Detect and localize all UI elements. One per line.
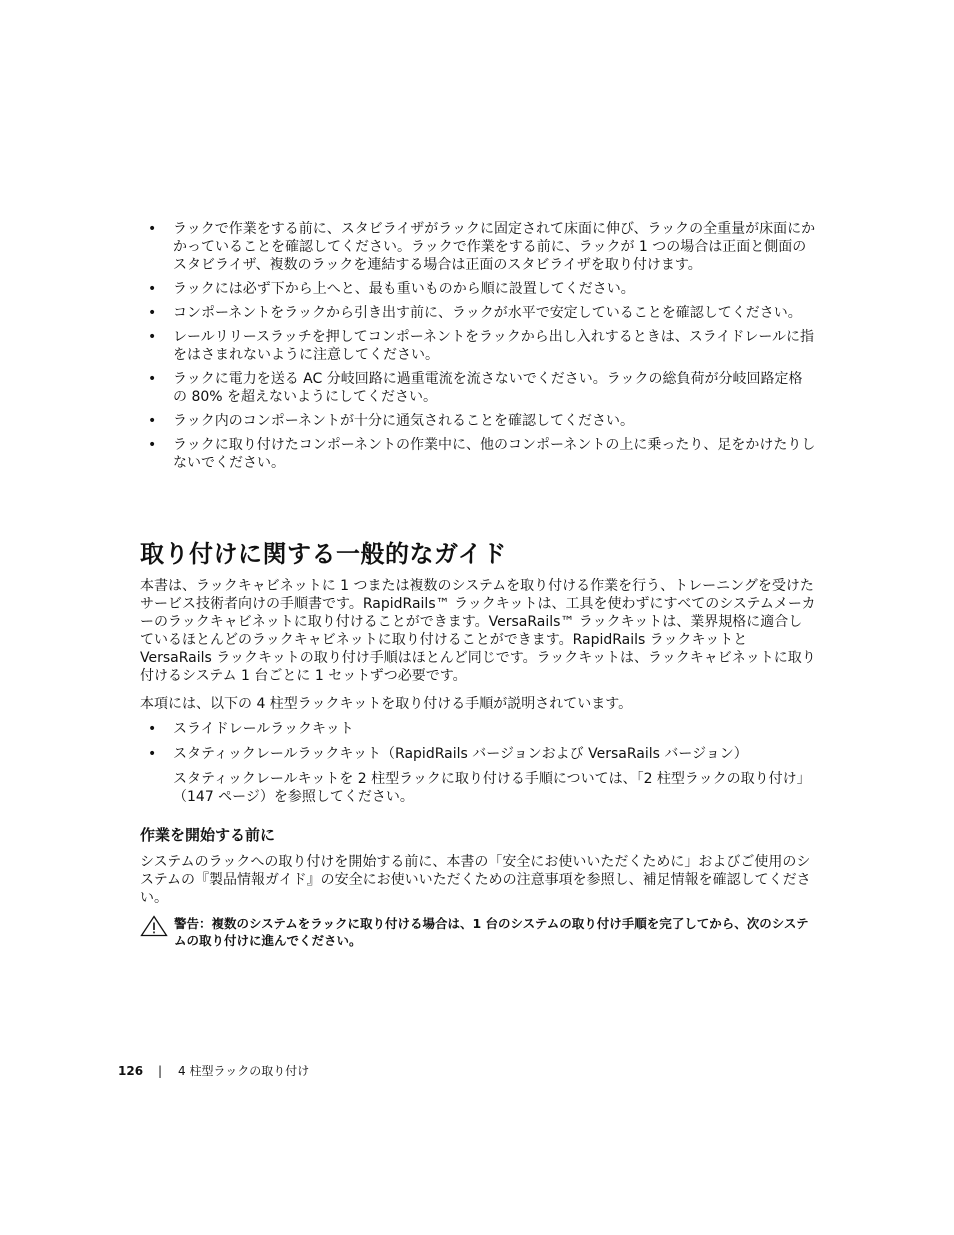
list-item — [148, 328, 816, 364]
list-item — [148, 220, 816, 274]
section-heading: 取り付けに関する一般的なガイド — [140, 540, 507, 568]
warning-triangle-icon — [140, 915, 168, 937]
footer-separator: | — [158, 1064, 163, 1078]
list-item — [148, 412, 816, 430]
page-number: 126 — [118, 1064, 144, 1078]
bullet-text: スタティックレールラックキット（RapidRails バージョンおよび VersaRails バージョン） — [173, 746, 748, 762]
list-item — [148, 720, 816, 738]
section-intro-paragraph: 本書は、ラックキャビネットに 1 つまたは複数のシステムを取り付ける作業を行う、トレーニングを受けたサービス技術者向けの手順書です。RapidRails™ ラックキットは、工具を使わずにすべてのシステムメーカーのラックキャビネットに取り付けることができます。VersaRails™ ラックキットは、業界規格に適合しているほとんどのラックキャビネットに取り付けることができます。RapidRails ラックキットと VersaRails ラックキットの取り付け手順はほとんど同じです。ラックキットは、ラックキャビネットに取り付けるシステム 1 台ごとに 1 セットずつ必要です。 — [140, 578, 816, 684]
subsection-heading: 作業を開始する前に — [140, 826, 276, 844]
subsection-paragraph: システムのラックへの取り付けを開始する前に、本書の「安全にお使いいただくために」およびご使用のシステムの『製品情報ガイド』の安全にお使いいただくための注意事項を参照し、補足情報を確認してください。 — [140, 854, 811, 906]
bullet-symbol: • — [148, 746, 157, 762]
list-item — [148, 436, 816, 472]
warning-text: 警告：複数のシステムをラックに取り付ける場合は、1 台のシステムの取り付け手順を完了してから、次のシステムの取り付けに進んでください。 — [174, 916, 809, 948]
list-item — [148, 370, 816, 406]
section-scope-paragraph: 本項には、以下の 4 柱型ラックキットを取り付ける手順が説明されています。 — [140, 696, 633, 712]
bullet-symbol: • — [148, 221, 157, 237]
safety-bullet-list — [148, 220, 816, 478]
bullet-symbol: • — [148, 437, 157, 453]
bullet-text: ラックに取り付けたコンポーネントの作業中に、他のコンポーネントの上に乗ったり、足をかけたりしないでください。 — [173, 437, 816, 471]
bullet-symbol: • — [148, 281, 157, 297]
bullet-symbol: • — [148, 305, 157, 321]
kit-note: スタティックレールキットを 2 柱型ラックに取り付ける手順については、「2 柱型ラックの取り付け」（147 ページ）を参照してください。 — [173, 771, 811, 805]
bullet-text: ラックに電力を送る AC 分岐回路に過重電流を流さないでください。ラックの総負荷が分岐回路定格の 80% を超えないようにしてください。 — [173, 371, 803, 405]
list-item — [148, 304, 816, 322]
bullet-text: ラック内のコンポーネントが十分に通気されることを確認してください。 — [173, 413, 635, 429]
list-item — [148, 280, 816, 298]
bullet-symbol: • — [148, 329, 157, 345]
bullet-text: コンポーネントをラックから引き出す前に、ラックが水平で安定していることを確認してください。 — [173, 305, 802, 321]
list-item — [148, 745, 816, 763]
bullet-text: スライドレールラックキット — [173, 721, 354, 737]
bullet-text: ラックには必ず下から上へと、最も重いものから順に設置してください。 — [173, 281, 635, 297]
chapter-title: 4 柱型ラックの取り付け — [178, 1064, 310, 1078]
bullet-symbol: • — [148, 721, 157, 737]
bullet-symbol: • — [148, 371, 157, 387]
kit-bullet-list — [148, 720, 816, 770]
bullet-symbol: • — [148, 413, 157, 429]
bullet-text: レールリリースラッチを押してコンポーネントをラックから出し入れするときは、スライドレールに指をはさまれないように注意してください。 — [173, 329, 815, 363]
bullet-text: ラックで作業をする前に、スタビライザがラックに固定されて床面に伸び、ラックの全重量が床面にかかっていることを確認してください。ラックで作業をする前に、ラックが 1 つの場合は正面と側面のスタビライザ、複数のラックを連結する場合は正面のスタビライザを取り付けます。 — [173, 221, 816, 273]
